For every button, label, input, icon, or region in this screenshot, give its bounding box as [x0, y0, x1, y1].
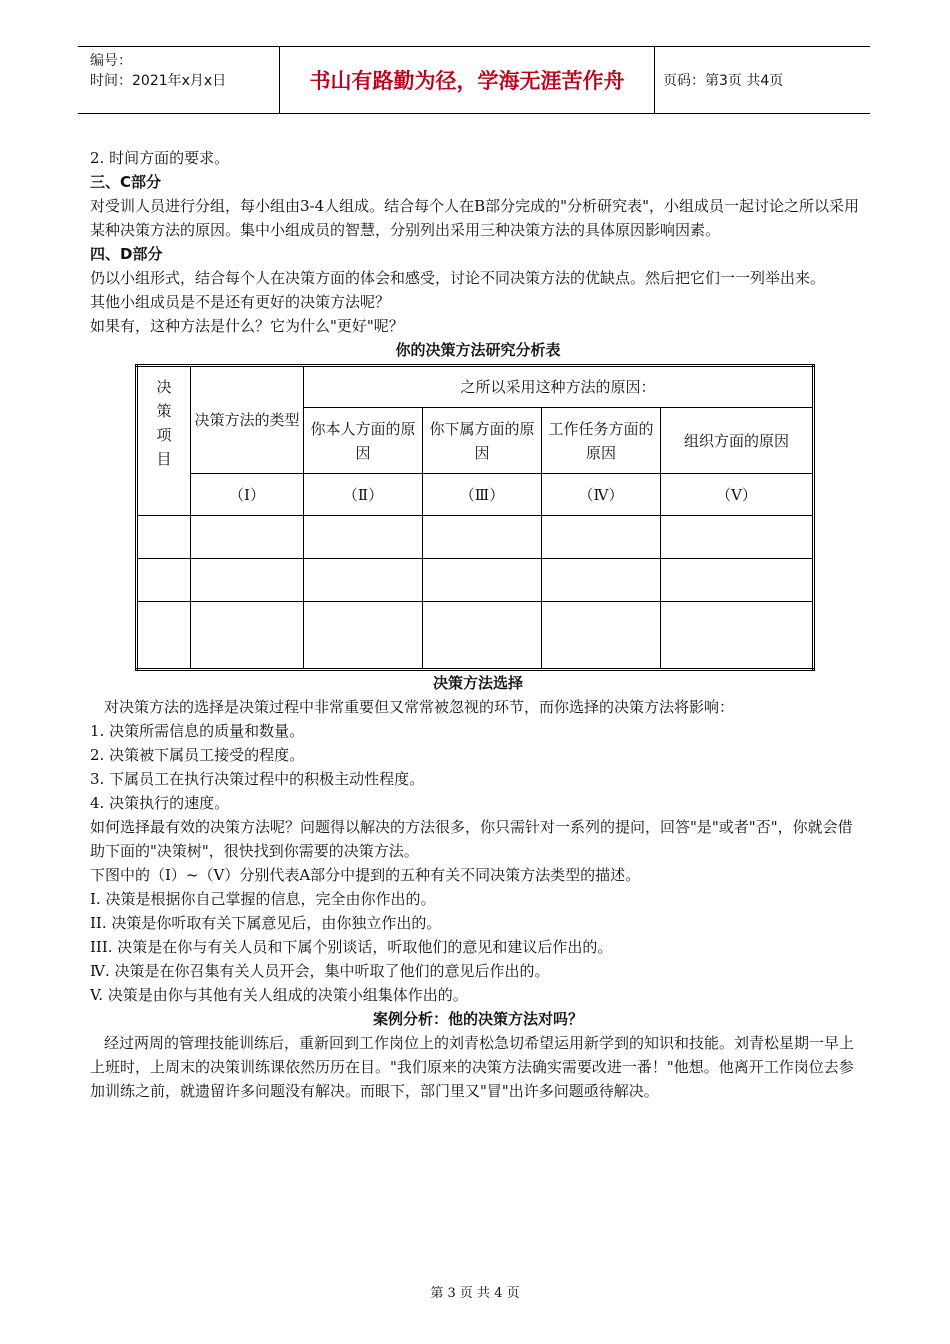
list-item: III. 决策是在你与有关人员和下属个别谈话，听取他们的意见和建议后作出的。 — [90, 938, 613, 956]
header-meta — [78, 47, 280, 113]
subheader-subordinate: 你下属方面的原因 — [423, 408, 542, 474]
table-row — [137, 559, 814, 602]
question-1: 其他小组成员是不是还有更好的决策方法呢？ — [90, 293, 391, 311]
numeral-4: （Ⅳ） — [542, 474, 661, 516]
paragraph-d: 仍以小组形式，结合每个人在决策方面的体会和感受，讨论不同决策方法的优缺点。然后把它们一一列举出来。 — [90, 269, 826, 287]
numeral-2: （Ⅱ） — [304, 474, 423, 516]
number-label: 编号： — [90, 53, 132, 69]
paragraph-c: 对受训人员进行分组，每小组由3-4人组成。结合每个人在B部分完成的"分析研究表"，小组成员一起讨论之所以采用某种决策方法的原因。集中小组成员的智慧，分别列出采用三种决策方法的具体原因影响因素。 — [90, 197, 859, 239]
header-page-label: 页码：第3页 共4页 — [663, 73, 784, 89]
table-row — [137, 602, 814, 670]
reason-header: 之所以采用这种方法的原因： — [304, 366, 814, 408]
section-heading-c: 三、C部分 — [90, 173, 162, 191]
list-item: II. 决策是你听取有关下属意见后，由你独立作出的。 — [90, 914, 442, 932]
numeral-3: （Ⅲ） — [423, 474, 542, 516]
list-item: 2. 时间方面的要求。 — [90, 149, 230, 167]
numeral-1: （Ⅰ） — [191, 474, 304, 516]
list-item: 3. 下属员工在执行决策过程中的积极主动性程度。 — [90, 770, 425, 788]
analysis-table — [135, 364, 815, 671]
page-header — [78, 46, 870, 114]
section-heading-d: 四、D部分 — [90, 245, 163, 263]
list-item: V. 决策是由你与其他有关人组成的决策小组集体作出的。 — [90, 986, 468, 1004]
subheader-self: 你本人方面的原因 — [304, 408, 423, 474]
case-title: 案例分析：他的决策方法对吗？ — [372, 1010, 583, 1028]
time-label: 时间：2021年x月x日 — [90, 73, 227, 89]
list-item: I. 决策是根据你自己掌握的信息，完全由你作出的。 — [90, 890, 436, 908]
case-paragraph: 经过两周的管理技能训练后，重新回到工作岗位上的刘青松急切希望运用新学到的知识和技能。刘青松星期一早上上班时，上周末的决策训练课依然历历在目。"我们原来的决策方法确实需要改进一番！"他想。他离开工作岗位去参加训练之前，就遗留许多问题没有解决。而眼下，部门里又"冒"出许多问题亟待解决。 — [90, 1034, 855, 1100]
numeral-5: （Ⅴ） — [661, 474, 814, 516]
document-body — [90, 146, 866, 1103]
list-item: 1. 决策所需信息的质量和数量。 — [90, 722, 305, 740]
col-header-item — [137, 366, 191, 516]
table-title: 你的决策方法研究分析表 — [395, 341, 561, 359]
list-item: 2. 决策被下属员工接受的程度。 — [90, 746, 305, 764]
table-row — [137, 516, 814, 559]
page-footer: 第 3 页 共 4 页 — [430, 1286, 520, 1301]
col-header-item-text: 决策项目 — [156, 378, 172, 468]
selection-para-1: 如何选择最有效的决策方法呢？问题得以解决的方法很多，你只需针对一系列的提问，回答"是"或者"否"，你就会借助下面的"决策树"，很快找到你需要的决策方法。 — [90, 818, 853, 860]
selection-para-2: 下图中的（Ⅰ）~（Ⅴ）分别代表A部分中提到的五种有关不同决策方法类型的描述。 — [90, 866, 641, 884]
question-2: 如果有，这种方法是什么？它为什么"更好"呢？ — [90, 317, 404, 335]
selection-intro: 对决策方法的选择是决策过程中非常重要但又常常被忽视的环节，而你选择的决策方法将影响： — [104, 698, 735, 716]
selection-title: 决策方法选择 — [432, 674, 523, 692]
list-item: Ⅳ. 决策是在你召集有关人员开会，集中听取了他们的意见后作出的。 — [90, 962, 550, 980]
list-item: 4. 决策执行的速度。 — [90, 794, 230, 812]
header-motto: 书山有路勤为径，学海无涯苦作舟 — [280, 47, 655, 113]
subheader-organization: 组织方面的原因 — [661, 408, 814, 474]
col-header-type: 决策方法的类型 — [191, 366, 304, 474]
subheader-task: 工作任务方面的原因 — [542, 408, 661, 474]
